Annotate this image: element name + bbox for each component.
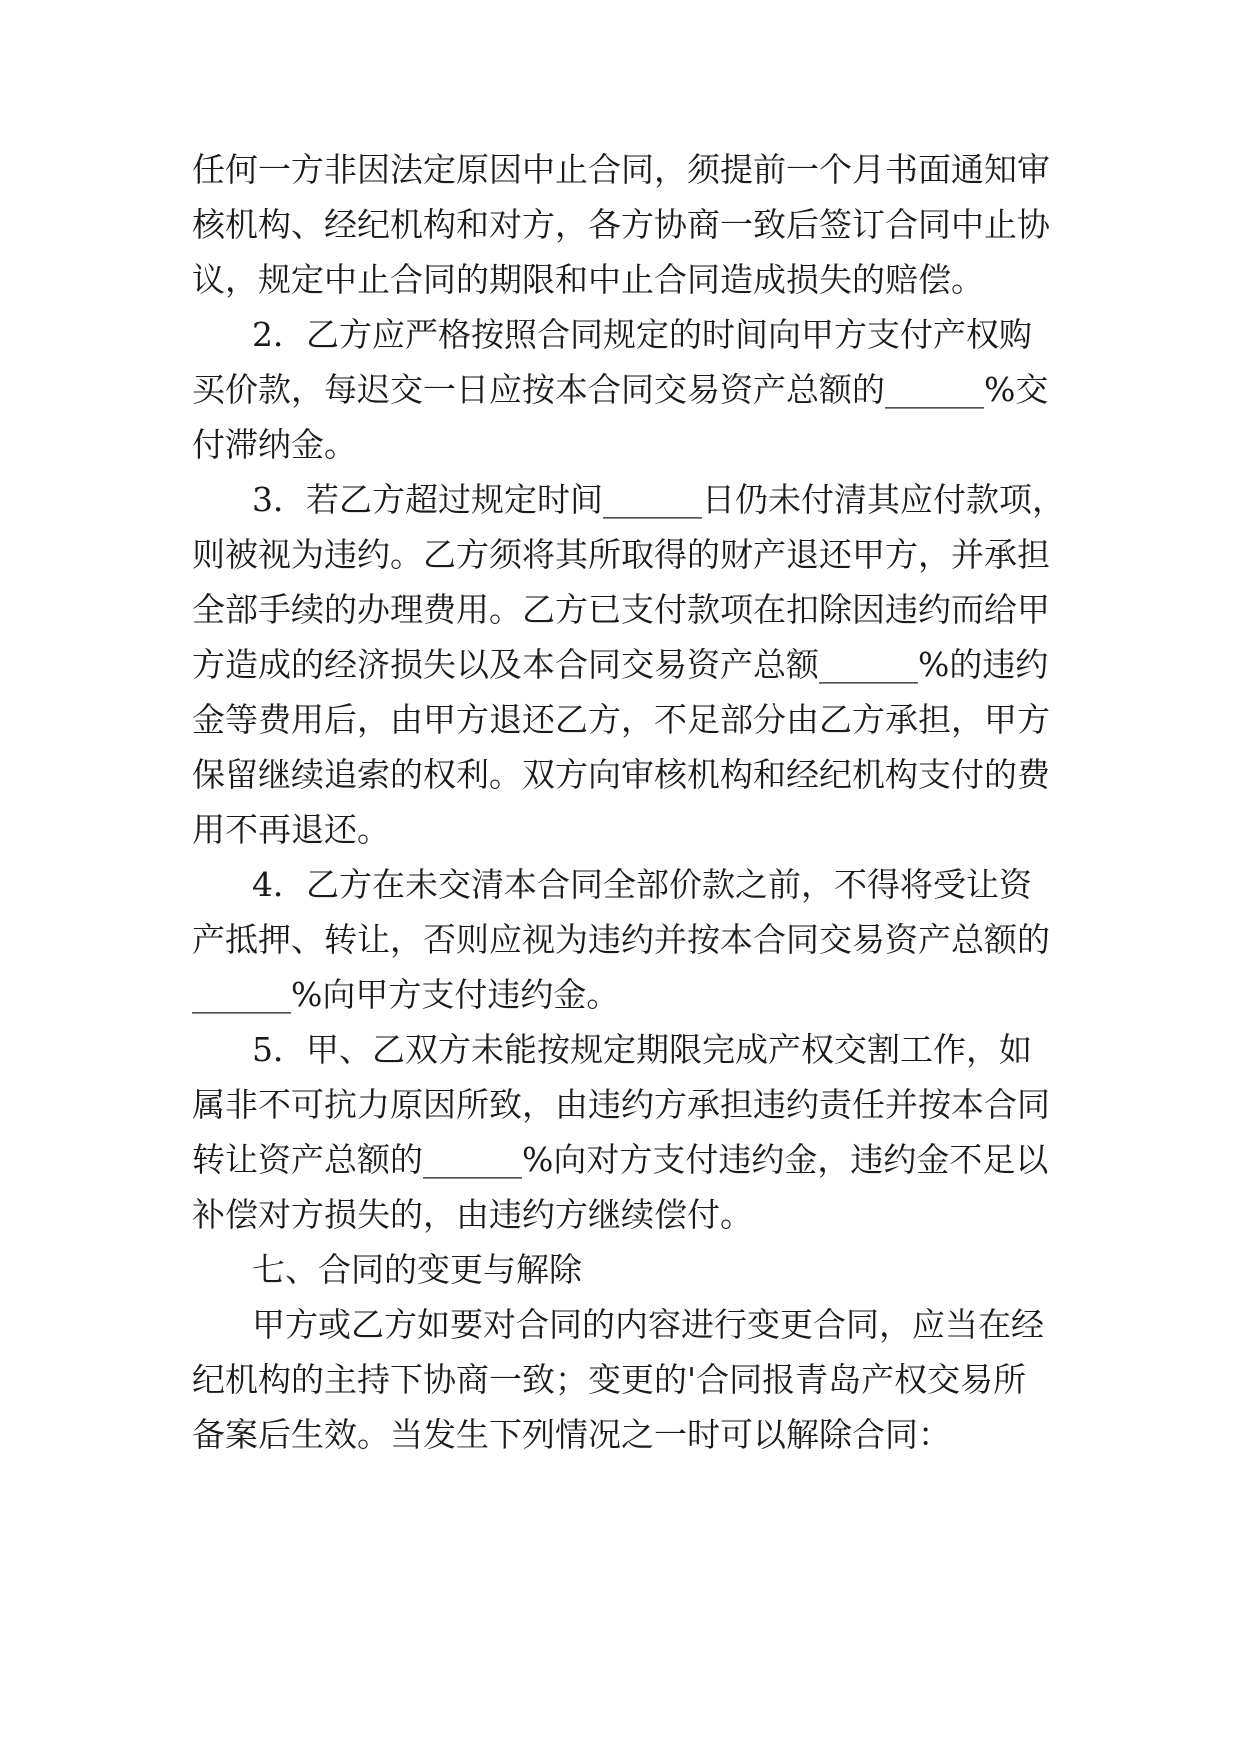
text-line: 议，规定中止合同的期限和中止合同造成损失的赔偿。 xyxy=(192,260,984,299)
text-line: 付滞纳金。 xyxy=(192,425,357,464)
text-line: 补偿对方损失的，由违约方继续偿付。 xyxy=(192,1195,753,1234)
text-line: 买价款，每迟交一日应按本合同交易资产总额的______%交 xyxy=(192,370,1049,409)
text-line: 全部手续的办理费用。乙方已支付款项在扣除因违约而给甲 xyxy=(192,590,1050,629)
text-line: 4．乙方在未交清本合同全部价款之前，不得将受让资 xyxy=(252,865,1032,904)
text-line: 5．甲、乙双方未能按规定期限完成产权交割工作，如 xyxy=(252,1030,1032,1069)
text-line: 2．乙方应严格按照合同规定的时间向甲方支付产权购 xyxy=(252,315,1032,354)
text-line: 方造成的经济损失以及本合同交易资产总额______%的违约 xyxy=(192,645,1049,684)
text-line: 用不再退还。 xyxy=(192,810,390,849)
text-line: 金等费用后，由甲方退还乙方，不足部分由乙方承担，甲方 xyxy=(192,700,1050,739)
text-line: 则被视为违约。乙方须将其所取得的财产退还甲方，并承担 xyxy=(192,535,1050,574)
text-line: 3．若乙方超过规定时间______日仍未付清其应付款项， xyxy=(252,480,1065,519)
text-line: 核机构、经纪机构和对方，各方协商一致后签订合同中止协 xyxy=(192,205,1050,244)
text-line: 甲方或乙方如要对合同的内容进行变更合同，应当在经 xyxy=(252,1305,1044,1344)
text-line: 任何一方非因法定原因中止合同，须提前一个月书面通知审 xyxy=(192,150,1050,189)
text-line: 备案后生效。当发生下列情况之一时可以解除合同： xyxy=(192,1415,951,1454)
text-line: 属非不可抗力原因所致，由违约方承担违约责任并按本合同 xyxy=(192,1085,1050,1124)
section-heading: 七、合同的变更与解除 xyxy=(252,1250,582,1289)
text-line: 产抵押、转让，否则应视为违约并按本合同交易资产总额的 xyxy=(192,920,1050,959)
text-line: 保留继续追索的权利。双方向审核机构和经纪机构支付的费 xyxy=(192,755,1050,794)
text-line: 纪机构的主持下协商一致；变更的'合同报青岛产权交易所 xyxy=(192,1360,1027,1399)
text-line: 转让资产总额的______%向对方支付违约金，违约金不足以 xyxy=(192,1140,1049,1179)
text-line: ______%向甲方支付违约金。 xyxy=(192,975,620,1014)
